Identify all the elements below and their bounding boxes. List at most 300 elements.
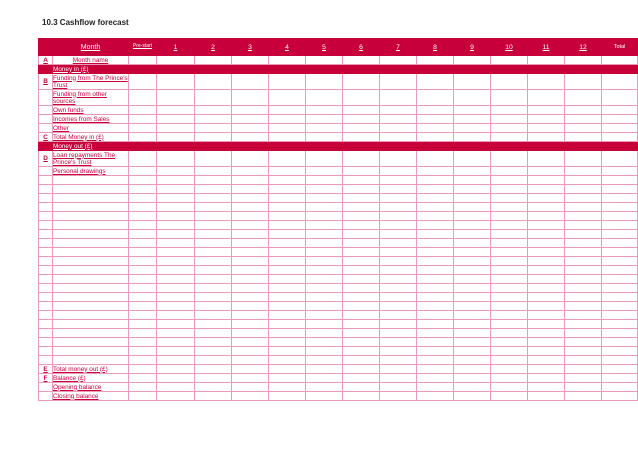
month-cell[interactable] xyxy=(306,212,343,221)
month-cell[interactable] xyxy=(232,338,269,347)
month-cell[interactable] xyxy=(269,329,306,338)
month-cell[interactable] xyxy=(491,65,528,74)
month-cell[interactable] xyxy=(157,142,195,151)
month-cell[interactable] xyxy=(195,65,232,74)
month-cell[interactable] xyxy=(269,65,306,74)
pre-start-cell[interactable] xyxy=(129,115,157,124)
month-cell[interactable] xyxy=(417,74,454,90)
month-cell[interactable] xyxy=(306,257,343,266)
month-cell[interactable] xyxy=(491,284,528,293)
month-cell[interactable] xyxy=(491,365,528,374)
month-cell[interactable] xyxy=(491,383,528,392)
month-cell[interactable] xyxy=(195,302,232,311)
month-cell[interactable] xyxy=(157,167,195,176)
month-cell[interactable] xyxy=(380,142,417,151)
month-cell[interactable] xyxy=(232,239,269,248)
month-cell[interactable] xyxy=(454,356,491,365)
month-cell[interactable] xyxy=(417,230,454,239)
pre-start-cell[interactable] xyxy=(129,383,157,392)
month-cell[interactable] xyxy=(195,392,232,401)
month-cell[interactable] xyxy=(528,329,565,338)
month-cell[interactable] xyxy=(380,383,417,392)
month-cell[interactable] xyxy=(269,151,306,167)
month-cell[interactable] xyxy=(565,65,602,74)
month-cell[interactable] xyxy=(380,133,417,142)
pre-start-cell[interactable] xyxy=(129,56,157,65)
month-cell[interactable] xyxy=(343,90,380,106)
month-cell[interactable] xyxy=(157,320,195,329)
total-cell[interactable] xyxy=(602,203,638,212)
month-cell[interactable] xyxy=(491,167,528,176)
month-cell[interactable] xyxy=(454,115,491,124)
month-cell[interactable] xyxy=(565,56,602,65)
month-cell[interactable] xyxy=(454,176,491,185)
month-cell[interactable] xyxy=(565,176,602,185)
month-cell[interactable] xyxy=(380,151,417,167)
month-cell[interactable] xyxy=(565,302,602,311)
month-cell[interactable] xyxy=(491,311,528,320)
total-cell[interactable] xyxy=(602,239,638,248)
month-cell[interactable] xyxy=(232,248,269,257)
month-cell[interactable] xyxy=(343,185,380,194)
total-cell[interactable] xyxy=(602,302,638,311)
month-cell[interactable] xyxy=(528,151,565,167)
month-cell[interactable] xyxy=(232,311,269,320)
month-cell[interactable] xyxy=(269,392,306,401)
month-cell[interactable] xyxy=(157,90,195,106)
month-cell[interactable] xyxy=(157,56,195,65)
month-cell[interactable] xyxy=(491,302,528,311)
pre-start-cell[interactable] xyxy=(129,194,157,203)
month-cell[interactable] xyxy=(343,176,380,185)
month-cell[interactable] xyxy=(528,185,565,194)
pre-start-cell[interactable] xyxy=(129,365,157,374)
month-cell[interactable] xyxy=(157,266,195,275)
month-cell[interactable] xyxy=(491,266,528,275)
total-cell[interactable] xyxy=(602,329,638,338)
total-cell[interactable] xyxy=(602,347,638,356)
month-cell[interactable] xyxy=(195,74,232,90)
month-cell[interactable] xyxy=(417,374,454,383)
month-cell[interactable] xyxy=(343,230,380,239)
month-cell[interactable] xyxy=(157,203,195,212)
month-cell[interactable] xyxy=(528,302,565,311)
month-cell[interactable] xyxy=(380,230,417,239)
month-cell[interactable] xyxy=(528,106,565,115)
month-cell[interactable] xyxy=(195,329,232,338)
month-cell[interactable] xyxy=(232,212,269,221)
month-cell[interactable] xyxy=(343,392,380,401)
month-cell[interactable] xyxy=(565,133,602,142)
month-cell[interactable] xyxy=(306,311,343,320)
pre-start-cell[interactable] xyxy=(129,302,157,311)
month-cell[interactable] xyxy=(565,383,602,392)
month-cell[interactable] xyxy=(417,133,454,142)
month-cell[interactable] xyxy=(157,356,195,365)
pre-start-cell[interactable] xyxy=(129,392,157,401)
pre-start-cell[interactable] xyxy=(129,311,157,320)
month-cell[interactable] xyxy=(232,392,269,401)
month-cell[interactable] xyxy=(343,293,380,302)
month-cell[interactable] xyxy=(491,293,528,302)
month-cell[interactable] xyxy=(232,194,269,203)
total-cell[interactable] xyxy=(602,293,638,302)
month-cell[interactable] xyxy=(232,293,269,302)
month-cell[interactable] xyxy=(269,115,306,124)
pre-start-cell[interactable] xyxy=(129,90,157,106)
month-cell[interactable] xyxy=(306,347,343,356)
month-cell[interactable] xyxy=(232,151,269,167)
total-cell[interactable] xyxy=(602,284,638,293)
month-cell[interactable] xyxy=(528,230,565,239)
month-cell[interactable] xyxy=(417,365,454,374)
month-cell[interactable] xyxy=(491,133,528,142)
month-cell[interactable] xyxy=(269,56,306,65)
month-cell[interactable] xyxy=(232,266,269,275)
month-cell[interactable] xyxy=(565,124,602,133)
pre-start-cell[interactable] xyxy=(129,356,157,365)
month-cell[interactable] xyxy=(491,248,528,257)
month-cell[interactable] xyxy=(417,239,454,248)
month-cell[interactable] xyxy=(491,124,528,133)
month-cell[interactable] xyxy=(380,248,417,257)
month-cell[interactable] xyxy=(528,383,565,392)
month-cell[interactable] xyxy=(195,221,232,230)
month-cell[interactable] xyxy=(195,212,232,221)
month-cell[interactable] xyxy=(306,151,343,167)
month-cell[interactable] xyxy=(306,266,343,275)
month-cell[interactable] xyxy=(306,248,343,257)
month-cell[interactable] xyxy=(343,266,380,275)
total-cell[interactable] xyxy=(602,356,638,365)
month-cell[interactable] xyxy=(454,151,491,167)
total-cell[interactable] xyxy=(602,365,638,374)
month-cell[interactable] xyxy=(528,347,565,356)
month-cell[interactable] xyxy=(232,185,269,194)
month-cell[interactable] xyxy=(454,90,491,106)
month-cell[interactable] xyxy=(454,74,491,90)
month-cell[interactable] xyxy=(157,230,195,239)
month-cell[interactable] xyxy=(195,374,232,383)
total-cell[interactable] xyxy=(602,133,638,142)
pre-start-cell[interactable] xyxy=(129,133,157,142)
month-cell[interactable] xyxy=(491,151,528,167)
month-cell[interactable] xyxy=(454,347,491,356)
month-cell[interactable] xyxy=(565,106,602,115)
month-cell[interactable] xyxy=(491,203,528,212)
month-cell[interactable] xyxy=(417,329,454,338)
month-cell[interactable] xyxy=(528,203,565,212)
month-cell[interactable] xyxy=(454,338,491,347)
month-cell[interactable] xyxy=(157,176,195,185)
month-cell[interactable] xyxy=(491,356,528,365)
month-cell[interactable] xyxy=(528,311,565,320)
month-cell[interactable] xyxy=(491,329,528,338)
month-cell[interactable] xyxy=(157,185,195,194)
total-cell[interactable] xyxy=(602,142,638,151)
pre-start-cell[interactable] xyxy=(129,374,157,383)
month-cell[interactable] xyxy=(269,383,306,392)
month-cell[interactable] xyxy=(343,212,380,221)
month-cell[interactable] xyxy=(306,133,343,142)
month-cell[interactable] xyxy=(454,302,491,311)
month-cell[interactable] xyxy=(343,65,380,74)
month-cell[interactable] xyxy=(306,194,343,203)
month-cell[interactable] xyxy=(232,221,269,230)
month-cell[interactable] xyxy=(528,221,565,230)
month-cell[interactable] xyxy=(380,176,417,185)
month-cell[interactable] xyxy=(380,302,417,311)
pre-start-cell[interactable] xyxy=(129,176,157,185)
month-cell[interactable] xyxy=(454,203,491,212)
month-cell[interactable] xyxy=(380,275,417,284)
month-cell[interactable] xyxy=(491,374,528,383)
month-cell[interactable] xyxy=(195,311,232,320)
month-cell[interactable] xyxy=(528,275,565,284)
month-cell[interactable] xyxy=(195,365,232,374)
month-cell[interactable] xyxy=(195,185,232,194)
month-cell[interactable] xyxy=(157,239,195,248)
pre-start-cell[interactable] xyxy=(129,212,157,221)
month-cell[interactable] xyxy=(269,338,306,347)
month-cell[interactable] xyxy=(343,142,380,151)
month-cell[interactable] xyxy=(380,65,417,74)
month-cell[interactable] xyxy=(232,56,269,65)
month-cell[interactable] xyxy=(454,374,491,383)
total-cell[interactable] xyxy=(602,392,638,401)
month-cell[interactable] xyxy=(195,194,232,203)
total-cell[interactable] xyxy=(602,106,638,115)
month-cell[interactable] xyxy=(306,115,343,124)
month-cell[interactable] xyxy=(269,257,306,266)
month-cell[interactable] xyxy=(269,356,306,365)
month-cell[interactable] xyxy=(528,284,565,293)
pre-start-cell[interactable] xyxy=(129,230,157,239)
month-cell[interactable] xyxy=(269,90,306,106)
total-cell[interactable] xyxy=(602,320,638,329)
total-cell[interactable] xyxy=(602,194,638,203)
month-cell[interactable] xyxy=(565,338,602,347)
month-cell[interactable] xyxy=(417,383,454,392)
month-cell[interactable] xyxy=(380,239,417,248)
pre-start-cell[interactable] xyxy=(129,203,157,212)
month-cell[interactable] xyxy=(157,257,195,266)
month-cell[interactable] xyxy=(380,167,417,176)
month-cell[interactable] xyxy=(195,266,232,275)
month-cell[interactable] xyxy=(195,167,232,176)
month-cell[interactable] xyxy=(195,56,232,65)
month-cell[interactable] xyxy=(343,194,380,203)
month-cell[interactable] xyxy=(491,212,528,221)
month-cell[interactable] xyxy=(232,374,269,383)
month-cell[interactable] xyxy=(380,374,417,383)
month-cell[interactable] xyxy=(565,266,602,275)
month-cell[interactable] xyxy=(195,176,232,185)
month-cell[interactable] xyxy=(565,203,602,212)
month-cell[interactable] xyxy=(195,275,232,284)
total-cell[interactable] xyxy=(602,124,638,133)
month-cell[interactable] xyxy=(269,266,306,275)
month-cell[interactable] xyxy=(380,221,417,230)
month-cell[interactable] xyxy=(306,365,343,374)
month-cell[interactable] xyxy=(343,167,380,176)
month-cell[interactable] xyxy=(343,284,380,293)
month-cell[interactable] xyxy=(417,356,454,365)
total-cell[interactable] xyxy=(602,374,638,383)
month-cell[interactable] xyxy=(454,142,491,151)
pre-start-cell[interactable] xyxy=(129,167,157,176)
pre-start-cell[interactable] xyxy=(129,239,157,248)
month-cell[interactable] xyxy=(195,203,232,212)
month-cell[interactable] xyxy=(306,293,343,302)
month-cell[interactable] xyxy=(306,106,343,115)
month-cell[interactable] xyxy=(269,365,306,374)
month-cell[interactable] xyxy=(454,133,491,142)
month-cell[interactable] xyxy=(454,329,491,338)
month-cell[interactable] xyxy=(565,257,602,266)
month-cell[interactable] xyxy=(491,257,528,266)
month-cell[interactable] xyxy=(306,65,343,74)
month-cell[interactable] xyxy=(417,142,454,151)
month-cell[interactable] xyxy=(417,320,454,329)
month-cell[interactable] xyxy=(528,133,565,142)
month-cell[interactable] xyxy=(269,221,306,230)
month-cell[interactable] xyxy=(380,311,417,320)
month-cell[interactable] xyxy=(195,320,232,329)
month-cell[interactable] xyxy=(565,374,602,383)
month-cell[interactable] xyxy=(528,248,565,257)
month-cell[interactable] xyxy=(269,142,306,151)
month-cell[interactable] xyxy=(417,203,454,212)
month-cell[interactable] xyxy=(343,106,380,115)
month-cell[interactable] xyxy=(306,374,343,383)
month-cell[interactable] xyxy=(417,338,454,347)
pre-start-cell[interactable] xyxy=(129,185,157,194)
month-cell[interactable] xyxy=(528,176,565,185)
month-cell[interactable] xyxy=(380,194,417,203)
month-cell[interactable] xyxy=(454,185,491,194)
month-cell[interactable] xyxy=(195,347,232,356)
month-cell[interactable] xyxy=(195,383,232,392)
month-cell[interactable] xyxy=(269,185,306,194)
month-cell[interactable] xyxy=(565,356,602,365)
month-cell[interactable] xyxy=(343,239,380,248)
month-cell[interactable] xyxy=(157,248,195,257)
month-cell[interactable] xyxy=(565,142,602,151)
month-cell[interactable] xyxy=(491,176,528,185)
month-cell[interactable] xyxy=(454,257,491,266)
month-cell[interactable] xyxy=(565,90,602,106)
month-cell[interactable] xyxy=(417,257,454,266)
month-cell[interactable] xyxy=(528,257,565,266)
month-cell[interactable] xyxy=(157,275,195,284)
month-cell[interactable] xyxy=(343,383,380,392)
month-cell[interactable] xyxy=(380,338,417,347)
month-cell[interactable] xyxy=(528,239,565,248)
month-cell[interactable] xyxy=(232,302,269,311)
month-cell[interactable] xyxy=(306,275,343,284)
month-cell[interactable] xyxy=(157,302,195,311)
month-cell[interactable] xyxy=(232,320,269,329)
month-cell[interactable] xyxy=(380,365,417,374)
total-cell[interactable] xyxy=(602,56,638,65)
month-cell[interactable] xyxy=(232,203,269,212)
month-cell[interactable] xyxy=(343,151,380,167)
month-cell[interactable] xyxy=(343,338,380,347)
month-cell[interactable] xyxy=(454,320,491,329)
month-cell[interactable] xyxy=(565,185,602,194)
month-cell[interactable] xyxy=(232,329,269,338)
month-cell[interactable] xyxy=(565,392,602,401)
month-cell[interactable] xyxy=(343,221,380,230)
month-cell[interactable] xyxy=(157,311,195,320)
month-cell[interactable] xyxy=(565,293,602,302)
month-cell[interactable] xyxy=(269,212,306,221)
month-cell[interactable] xyxy=(306,142,343,151)
total-cell[interactable] xyxy=(602,257,638,266)
pre-start-cell[interactable] xyxy=(129,248,157,257)
month-cell[interactable] xyxy=(380,56,417,65)
month-cell[interactable] xyxy=(306,338,343,347)
month-cell[interactable] xyxy=(491,194,528,203)
month-cell[interactable] xyxy=(454,275,491,284)
month-cell[interactable] xyxy=(195,133,232,142)
month-cell[interactable] xyxy=(417,266,454,275)
month-cell[interactable] xyxy=(157,293,195,302)
pre-start-cell[interactable] xyxy=(129,151,157,167)
total-cell[interactable] xyxy=(602,338,638,347)
month-cell[interactable] xyxy=(269,230,306,239)
pre-start-cell[interactable] xyxy=(129,124,157,133)
pre-start-cell[interactable] xyxy=(129,257,157,266)
month-cell[interactable] xyxy=(565,230,602,239)
month-cell[interactable] xyxy=(454,392,491,401)
month-cell[interactable] xyxy=(528,142,565,151)
month-cell[interactable] xyxy=(343,203,380,212)
month-cell[interactable] xyxy=(565,194,602,203)
month-cell[interactable] xyxy=(269,106,306,115)
month-cell[interactable] xyxy=(306,392,343,401)
month-cell[interactable] xyxy=(269,239,306,248)
month-cell[interactable] xyxy=(232,115,269,124)
pre-start-cell[interactable] xyxy=(129,65,157,74)
total-cell[interactable] xyxy=(602,230,638,239)
month-cell[interactable] xyxy=(528,212,565,221)
total-cell[interactable] xyxy=(602,151,638,167)
total-cell[interactable] xyxy=(602,185,638,194)
month-cell[interactable] xyxy=(306,221,343,230)
month-cell[interactable] xyxy=(417,311,454,320)
total-cell[interactable] xyxy=(602,90,638,106)
month-cell[interactable] xyxy=(343,56,380,65)
pre-start-cell[interactable] xyxy=(129,221,157,230)
month-cell[interactable] xyxy=(491,185,528,194)
month-cell[interactable] xyxy=(195,124,232,133)
month-cell[interactable] xyxy=(343,74,380,90)
month-cell[interactable] xyxy=(157,221,195,230)
month-cell[interactable] xyxy=(232,124,269,133)
month-cell[interactable] xyxy=(157,365,195,374)
month-cell[interactable] xyxy=(232,90,269,106)
total-cell[interactable] xyxy=(602,65,638,74)
month-cell[interactable] xyxy=(306,203,343,212)
month-cell[interactable] xyxy=(417,221,454,230)
month-cell[interactable] xyxy=(269,167,306,176)
month-cell[interactable] xyxy=(157,115,195,124)
month-cell[interactable] xyxy=(565,275,602,284)
month-cell[interactable] xyxy=(417,347,454,356)
total-cell[interactable] xyxy=(602,221,638,230)
